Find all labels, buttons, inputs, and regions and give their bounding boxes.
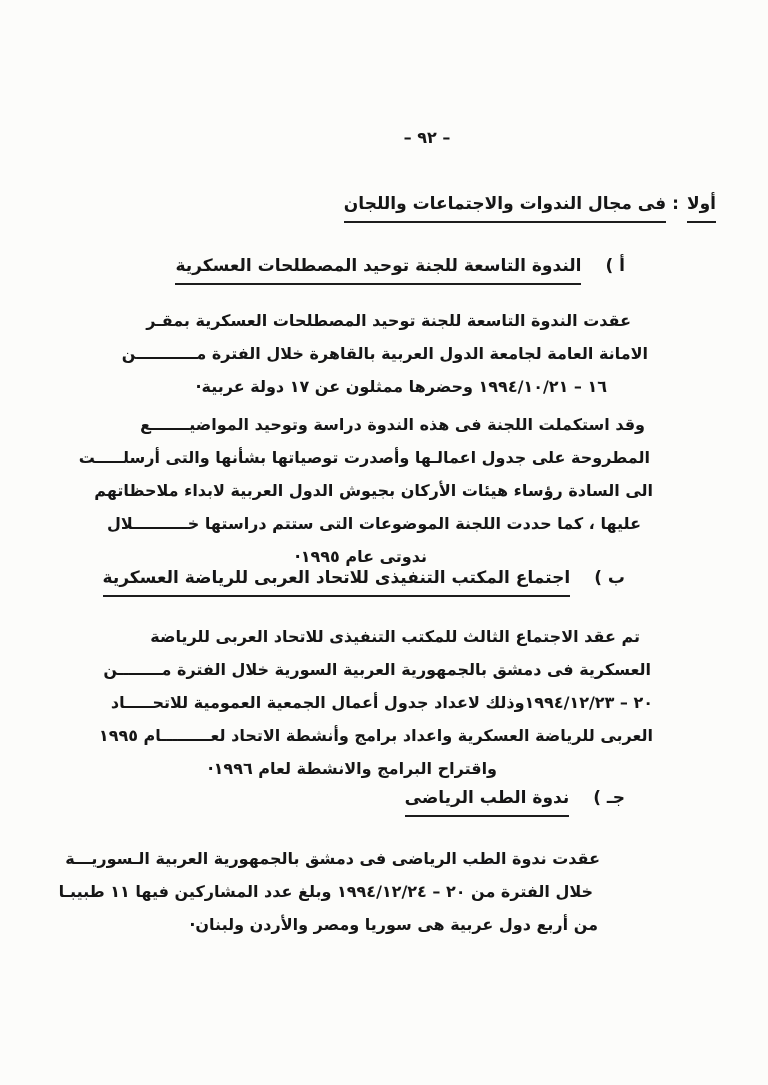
section-marker: ب ) — [594, 568, 625, 588]
section-title: الندوة التاسعة للجنة توحيد المصطلحات العسكرية — [175, 256, 581, 285]
text-line: تم عقد الاجتماع الثالث للمكتب التنفيذى للاتحاد العربى للرياضة — [150, 627, 640, 646]
paragraph — [60, 304, 655, 403]
text-line: ١٦ – ١٩٩٤/١٠/٢١ وحضرها ممثلون عن ١٧ دولة عربية· — [195, 377, 607, 396]
main-heading — [344, 194, 716, 223]
paragraph — [60, 408, 655, 573]
section-heading-a — [175, 256, 625, 285]
text-line: وقد استكملت اللجنة فى هذه الندوة دراسة وتوحيد المواضيـــــــع — [140, 415, 645, 434]
text-line: من أربع دول عربية هى سوريا ومصر والأردن ولبنان· — [189, 915, 598, 934]
main-heading-label: أولا — [687, 194, 716, 223]
text-line: العربى للرياضة العسكرية واعداد برامج وأنشطة الاتحاد لعـــــــــام ١٩٩٥ — [98, 726, 653, 745]
section-marker: جـ ) — [593, 788, 625, 808]
text-line: الامانة العامة لجامعة الدول العربية بالقاهرة خلال الفترة مـــــــــــن — [121, 344, 648, 363]
page-number: – ٩٢ – — [403, 128, 451, 147]
text-line: واقتراح البرامج والانشطة لعام ١٩٩٦· — [207, 759, 497, 778]
text-line: المطروحة على جدول اعمالـها وأصدرت توصياتها بشأنها والتى أرسلـــــت — [78, 448, 650, 467]
section-marker: أ ) — [605, 256, 625, 276]
text-line: ٢٠ – ١٩٩٤/١٢/٢٣وذلك لاعداد جدول أعمال الجمعية العمومية للاتحـــــاد — [110, 693, 653, 712]
text-line: خلال الفترة من ٢٠ – ١٩٩٤/١٢/٢٤ وبلغ عدد المشاركين فيها ١١ طبيبـا — [58, 882, 593, 901]
paragraph — [60, 620, 655, 785]
text-line: عليها ، كما حددت اللجنة الموضوعات التى ستتم دراستها خــــــــــلال — [107, 514, 641, 533]
text-line: الى السادة رؤساء هيئات الأركان بجيوش الدول العربية لابداء ملاحظاتهم — [94, 481, 653, 500]
text-line: العسكرية فى دمشق بالجمهورية العربية السورية خلال الفترة مــــــــن — [103, 660, 651, 679]
text-line: ندوتى عام ١٩٩٥· — [294, 547, 427, 566]
main-heading-title: فى مجال الندوات والاجتماعات واللجان — [344, 194, 666, 223]
section-title: ندوة الطب الرياضى — [405, 788, 570, 817]
text-line: عقدت الندوة التاسعة للجنة توحيد المصطلحات العسكرية بمقـر — [146, 311, 631, 330]
paragraph — [60, 842, 655, 941]
main-heading-separator: : — [672, 194, 679, 214]
section-heading-c — [405, 788, 625, 817]
text-line: عقدت ندوة الطب الرياضى فى دمشق بالجمهورية العربية الـسوريـــة — [65, 849, 600, 868]
section-title: اجتماع المكتب التنفيذى للاتحاد العربى للرياضة العسكرية — [103, 568, 571, 597]
section-heading-b — [103, 568, 625, 597]
